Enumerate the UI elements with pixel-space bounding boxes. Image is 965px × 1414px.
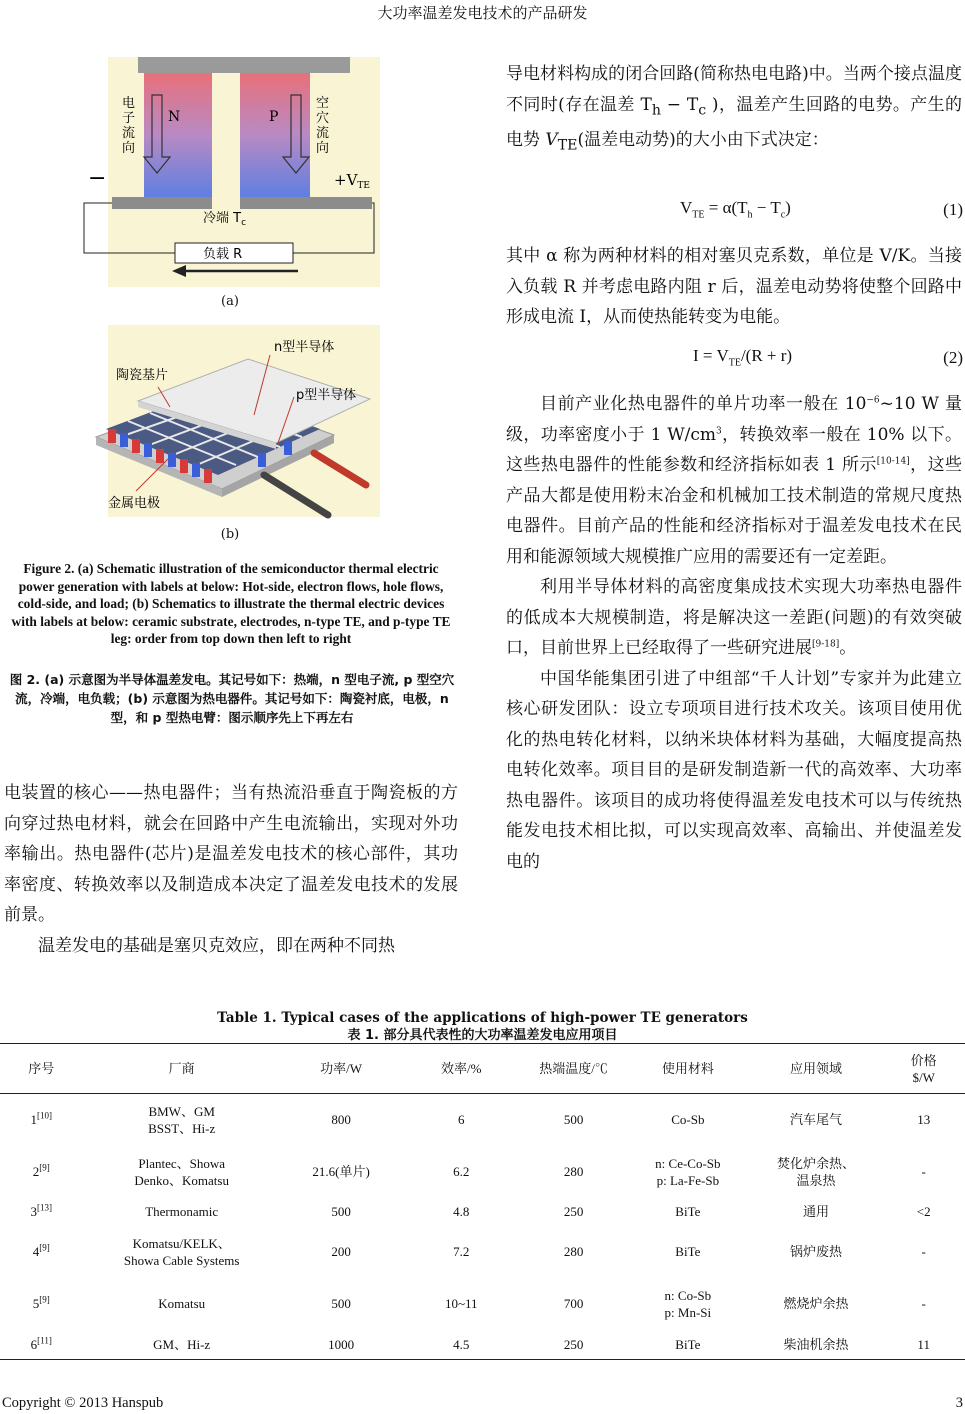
header-application: 应用领域 (750, 1044, 883, 1094)
figure-caption-english: Figure 2. (a) Schematic illustration of the semiconductor thermal electric power generation with labels at below: Hot-side, electron flows, hole flows, cold-side, and load; (b) Schematics to illustrate the thermal electric devices with labels at below: ceramic substrate, electrodes, n-type TE, and p-type TE leg: order from top down then left to right (11, 561, 451, 646)
equation-2-number: (2) (943, 348, 963, 367)
table-row: 3[13] Thermonamic 500 4.8 250 BiTe 通用 <2 (30, 1202, 931, 1219)
right-paragraph-4: 利用半导体材料的高密度集成技术实现大功率热电器件的低成本大规模制造，将是解决这一差距(问题)的有效突破口，目前世界上已经取得了一些研究进展[9-18]。 (506, 577, 962, 658)
right-paragraph-5: 中国华能集团引进了中组部“千人计划”专家并为此建立核心研发团队：设立专项项目进行技术攻关。该项目使用优化的热电转化材料，以纳米块体材料为基础，大幅度提高热电转化效率。项目目的是研发制造新一代的高效率、大功率热电器件。该项目的成功将使得温差发电技术可以与传统热能发电技术相比拟，可以实现高效率、高输出、并使温差发电的 (506, 668, 962, 872)
header-material: 使用材料 (626, 1044, 750, 1094)
table-row: 1[10] BMW、GM BSST、Hi-z 800 6 500 Co-Sb 汽车尾气 13 (30, 1103, 931, 1136)
left-paragraph-1: 电装置的核心——热电器件；当有热流沿垂直于陶瓷板的方向穿过热电材料，就会在回路中产生电流输出，实现对外功率输出。热电器件(芯片)是温差发电技术的核心部件，其功率密度、转换效率以及制造成本决定了温差发电技术的发展前景。 (4, 783, 458, 925)
table-caption (0, 1009, 965, 1045)
table-body (0, 1094, 965, 1360)
right-paragraph-2: 其中 α 称为两种材料的相对塞贝克系数，单位是 V/K。当接入负载 R 并考虑电路内阻 r 后，温差电动势将使整个回路中形成电流 I，从而使热能转变为电能。 (506, 246, 962, 327)
left-paragraph-2: 温差发电的基础是塞贝克效应，即在两种不同热 (38, 935, 395, 956)
svg-text:子: 子 (122, 111, 136, 126)
page-number: 3 (955, 1395, 963, 1411)
right-paragraph-1: 导电材料构成的闭合回路(简称热电电路)中。当两个接点温度不同时(存在温差 $T_h - T_c$ )，温差产生回路的电势。产生的电势 $V_{TE}$(温差电动势)的大小由下式决定： (506, 64, 963, 154)
header-efficiency: 效率/% (401, 1044, 521, 1094)
right-paragraph-2-block (506, 241, 962, 333)
header-no: 序号 (0, 1044, 82, 1094)
table-caption-chinese: 表 1. 部分具代表性的大功率温差发电应用项目 (347, 1028, 618, 1043)
n-leg (144, 73, 212, 197)
hot-plate (138, 57, 350, 73)
copyright-footer: Copyright © 2013 Hanspub (2, 1395, 164, 1411)
header-hot-temp: 热端温度/℃ (521, 1044, 626, 1094)
p-type-label: P (269, 109, 279, 125)
svg-text:流: 流 (316, 126, 330, 141)
figure-a-thermoelectric-schematic (88, 57, 380, 287)
table-row: 6[11] GM、Hi-z 1000 4.5 250 BiTe 柴油机余热 11 (0, 1330, 965, 1360)
table-row: 4[9] Komatsu/KELK、 Showa Cable Systems 200 7.2 280 BiTe 锅炉废热 - (32, 1235, 926, 1268)
right-column-bottom (506, 389, 962, 877)
table-row: 2[9] Plantec、Showa Denko、Komatsu 21.6(单片) 6.2 280 n: Ce-Co-Sb p: La-Fe-Sb 焚化炉余热、 温泉热 - (32, 1155, 926, 1188)
p-type-label: p型半导体 (296, 388, 357, 403)
right-column-top (506, 59, 962, 161)
plus-terminal: $+V_{TE}$ (334, 171, 370, 191)
load-label: 负载 R (203, 247, 243, 262)
figure-b-caption: (b) (220, 527, 240, 542)
equation-2: $I = V_{TE}/(R + r)$ (693, 346, 793, 369)
ceramic-label: 陶瓷基片 (116, 368, 169, 383)
left-column (4, 778, 458, 961)
cold-end-label: 冷端 $T_c$ (203, 211, 247, 228)
p-leg (240, 73, 310, 197)
table-caption-english: Table 1. Typical cases of the applications of high-power TE generators (217, 1010, 748, 1026)
running-header: 大功率温差发电技术的产品研发 (377, 4, 588, 22)
svg-text:电: 电 (122, 96, 136, 111)
table-row: 5[9] Komatsu 500 10~11 700 n: Co-Sb p: Mn-Si 燃烧炉余热 - (32, 1287, 926, 1320)
electrode-label: 金属电极 (108, 496, 161, 511)
n-type-label: N (168, 109, 181, 125)
svg-text:流: 流 (122, 126, 136, 141)
n-type-label: n型半导体 (274, 340, 335, 355)
equation-1: $V_{TE} = \alpha(T_h - T_c)$ (680, 198, 791, 221)
header-maker: 厂商 (82, 1044, 280, 1094)
header-power: 功率/W (281, 1044, 401, 1094)
figure-a-caption: (a) (221, 294, 239, 309)
cold-plate-left (112, 197, 212, 209)
header-price: 价格 $/W (882, 1044, 965, 1094)
svg-text:空: 空 (316, 96, 330, 111)
hole-flow-label (316, 95, 329, 156)
figure-b-thermoelectric-device (108, 325, 380, 517)
electron-flow-label (122, 95, 135, 156)
applications-table (0, 1043, 965, 1360)
table-header-row (0, 1044, 965, 1094)
right-paragraph-3: 目前产业化热电器件的单片功率一般在 $10^{-6}\sim 10$ W 量级，功率密度小于 1 $W/cm^3$，转换效率一般在 10% 以下。这些热电器件的性能参数和经济指标如表 1 所示[10-14]，这些产品大都是使用粉末冶金和机械加工技术制造的常规尺度热电器件。目前产品的性能和经济指标对于温差发电技术在民用和能源领域大规模推广应用的需要还有一定差距。 (506, 394, 963, 567)
svg-text:穴: 穴 (316, 111, 330, 126)
cold-plate-right (240, 197, 372, 209)
svg-text:向: 向 (316, 141, 330, 156)
figure-caption-chinese: 图 2. (a) 示意图为半导体温差发电。其记号如下：热端，n 型电子流, p 型空穴流，冷端，电负载；(b) 示意图为热电器件。其记号如下：陶瓷衬底，电极，n 型，和 p 型热电臂：图示顺序先上下再左右 (9, 672, 455, 725)
minus-terminal: − (88, 166, 107, 191)
svg-text:向: 向 (122, 141, 136, 156)
equation-1-number: (1) (943, 200, 963, 219)
